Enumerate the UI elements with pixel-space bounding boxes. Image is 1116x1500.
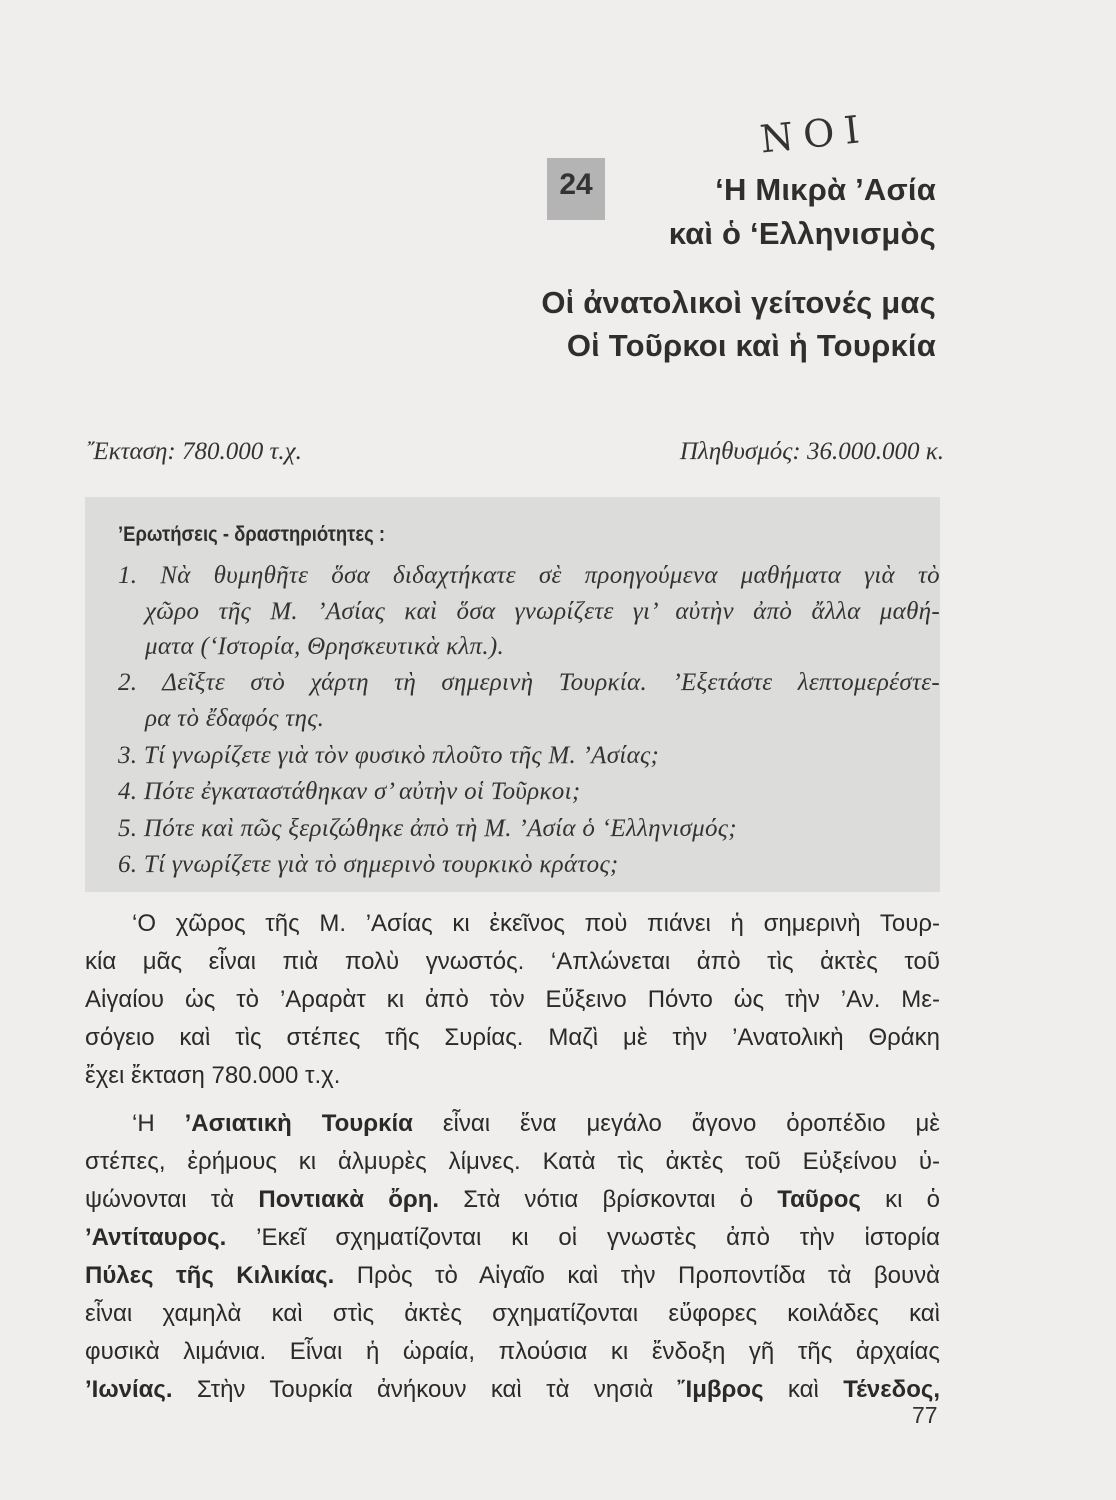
- text-segment: κία μᾶς εἶναι πιὰ πολὺ γνωστός. ‘Απλώνεται ἀπὸ τὶς ἀκτὲς τοῦ: [85, 948, 940, 975]
- text-segment: ’Εκεῖ σχηματίζονται κι οἱ γνωστὲς ἀπὸ τὴν ἱστορία: [226, 1224, 940, 1251]
- chapter-subtitle-line-2: Οἱ Τοῦρκοι καὶ ἡ Τουρκία: [566, 328, 936, 363]
- paragraph-line: [85, 1062, 940, 1090]
- paragraph-line: [132, 1110, 940, 1138]
- text-segment: στέπες, ἐρήμους κι ἁλμυρὲς λίμνες. Κατὰ τὶς ἀκτὲς τοῦ Εὐξείνου ὑ-: [85, 1148, 940, 1175]
- paragraph-line: [85, 1338, 940, 1366]
- question-line: 6. Τί γνωρίζετε γιὰ τὸ σημερινὸ τουρκικὸ κράτος;: [118, 851, 619, 878]
- paragraph-line: [85, 948, 940, 976]
- text-segment: εἶναι χαμηλὰ καὶ στὶς ἀκτὲς σχηματίζονται εὔφορες κοιλάδες καὶ: [85, 1300, 940, 1327]
- paragraph-line: [85, 1024, 940, 1052]
- text-segment: Αἰγαίου ὡς τὸ ’Αραρὰτ κι ἀπὸ τὸν Εὔξεινο Πόντο ὡς τὴν ’Αν. Με-: [85, 986, 940, 1013]
- text-segment: εἶναι ἕνα μεγάλο ἄγονο ὀροπέδιο μὲ: [412, 1110, 940, 1137]
- paragraph-line: [85, 1148, 940, 1176]
- chapter-title-line-1: ‘Η Μικρὰ ’Ασία: [715, 172, 936, 207]
- bold-term: Πύλες τῆς Κιλικίας.: [85, 1262, 335, 1289]
- paragraph-line: [132, 910, 940, 938]
- question-line: ρα τὸ ἔδαφός της.: [145, 705, 325, 732]
- paragraph-line: [85, 1376, 940, 1404]
- population-stat: Πληθυσμός: 36.000.000 κ.: [679, 438, 944, 465]
- handwritten-note: ΝΟΙ: [758, 106, 872, 162]
- paragraph-line: [85, 1262, 940, 1290]
- paragraph-line: [85, 986, 940, 1014]
- chapter-subtitle-line-1: Οἱ ἀνατολικοὶ γείτονές μας: [541, 285, 936, 320]
- text-segment: ‘Ο χῶρος τῆς Μ. ’Ασίας κι ἐκεῖνος ποὺ πιάνει ἡ σημερινὴ Τουρ-: [132, 910, 940, 937]
- questions-heading: ’Ερωτήσεις - δραστηριότητες :: [118, 523, 386, 546]
- question-line: 1. Νὰ θυμηθῆτε ὅσα διδαχτήκατε σὲ προηγούμενα μαθήματα γιὰ τὸ: [118, 562, 940, 589]
- text-segment: ἔχει ἔκταση 780.000 τ.χ.: [85, 1062, 341, 1089]
- text-segment: Πρὸς τὸ Αἰγαῖο καὶ τὴν Προποντίδα τὰ βουνὰ: [334, 1262, 940, 1289]
- text-segment: ψώνονται τὰ: [85, 1186, 259, 1213]
- paragraph-line: [85, 1186, 940, 1214]
- bold-term: Ποντιακὰ ὄρη.: [258, 1186, 440, 1213]
- bold-term: ’Ασιατικὴ Τουρκία: [184, 1110, 413, 1137]
- question-line: 3. Τί γνωρίζετε γιὰ τὸν φυσικὸ πλοῦτο τῆς Μ. ’Ασίας;: [118, 742, 660, 769]
- bold-term: ῎Ιμβρος: [677, 1376, 764, 1403]
- bold-term: ’Αντίταυρος.: [85, 1224, 227, 1251]
- chapter-number: 24: [559, 168, 593, 201]
- page-number: 77: [912, 1402, 938, 1428]
- text-segment: ‘Η: [132, 1110, 185, 1137]
- area-stat: ῎Εκταση: 780.000 τ.χ.: [85, 438, 302, 465]
- question-line: ματα (‘Ιστορία, Θρησκευτικὰ κλπ.).: [145, 633, 505, 660]
- paragraph-line: [85, 1224, 940, 1252]
- bold-term: ’Ιωνίας.: [85, 1376, 173, 1403]
- text-segment: κι ὁ: [860, 1186, 941, 1213]
- text-segment: καὶ: [763, 1376, 844, 1403]
- text-segment: φυσικὰ λιμάνια. Εἶναι ἡ ὡραία, πλούσια κι ἔνδοξη γῆ τῆς ἀρχαίας: [85, 1338, 940, 1365]
- chapter-title-line-2: καὶ ὁ ‘Ελληνισμὸς: [668, 216, 936, 251]
- bold-term: Τένεδος,: [843, 1376, 941, 1403]
- question-line: 2. Δεῖξτε στὸ χάρτη τὴ σημερινὴ Τουρκία. ’Εξετάστε λεπτομερέστε-: [118, 669, 940, 696]
- text-segment: Στὴν Τουρκία ἀνήκουν καὶ τὰ νησιὰ: [172, 1376, 678, 1403]
- text-segment: σόγειο καὶ τὶς στέπες τῆς Συρίας. Μαζὶ μὲ τὴν ’Ανατολικὴ Θράκη: [85, 1024, 940, 1051]
- paragraph-line: [85, 1300, 940, 1328]
- text-segment: Στὰ νότια βρίσκονται ὁ: [439, 1186, 778, 1213]
- question-line: 4. Πότε ἐγκαταστάθηκαν σ’ αὐτὴν οἱ Τοῦρκοι;: [118, 778, 581, 805]
- question-line: χῶρο τῆς Μ. ’Ασίας καὶ ὅσα γνωρίζετε γι’ αὐτὴν ἀπὸ ἄλλα μαθή-: [145, 598, 940, 625]
- question-line: 5. Πότε καὶ πῶς ξεριζώθηκε ἀπὸ τὴ Μ. ’Ασία ὁ ‘Ελληνισμός;: [118, 815, 737, 842]
- bold-term: Ταῦρος: [777, 1186, 861, 1213]
